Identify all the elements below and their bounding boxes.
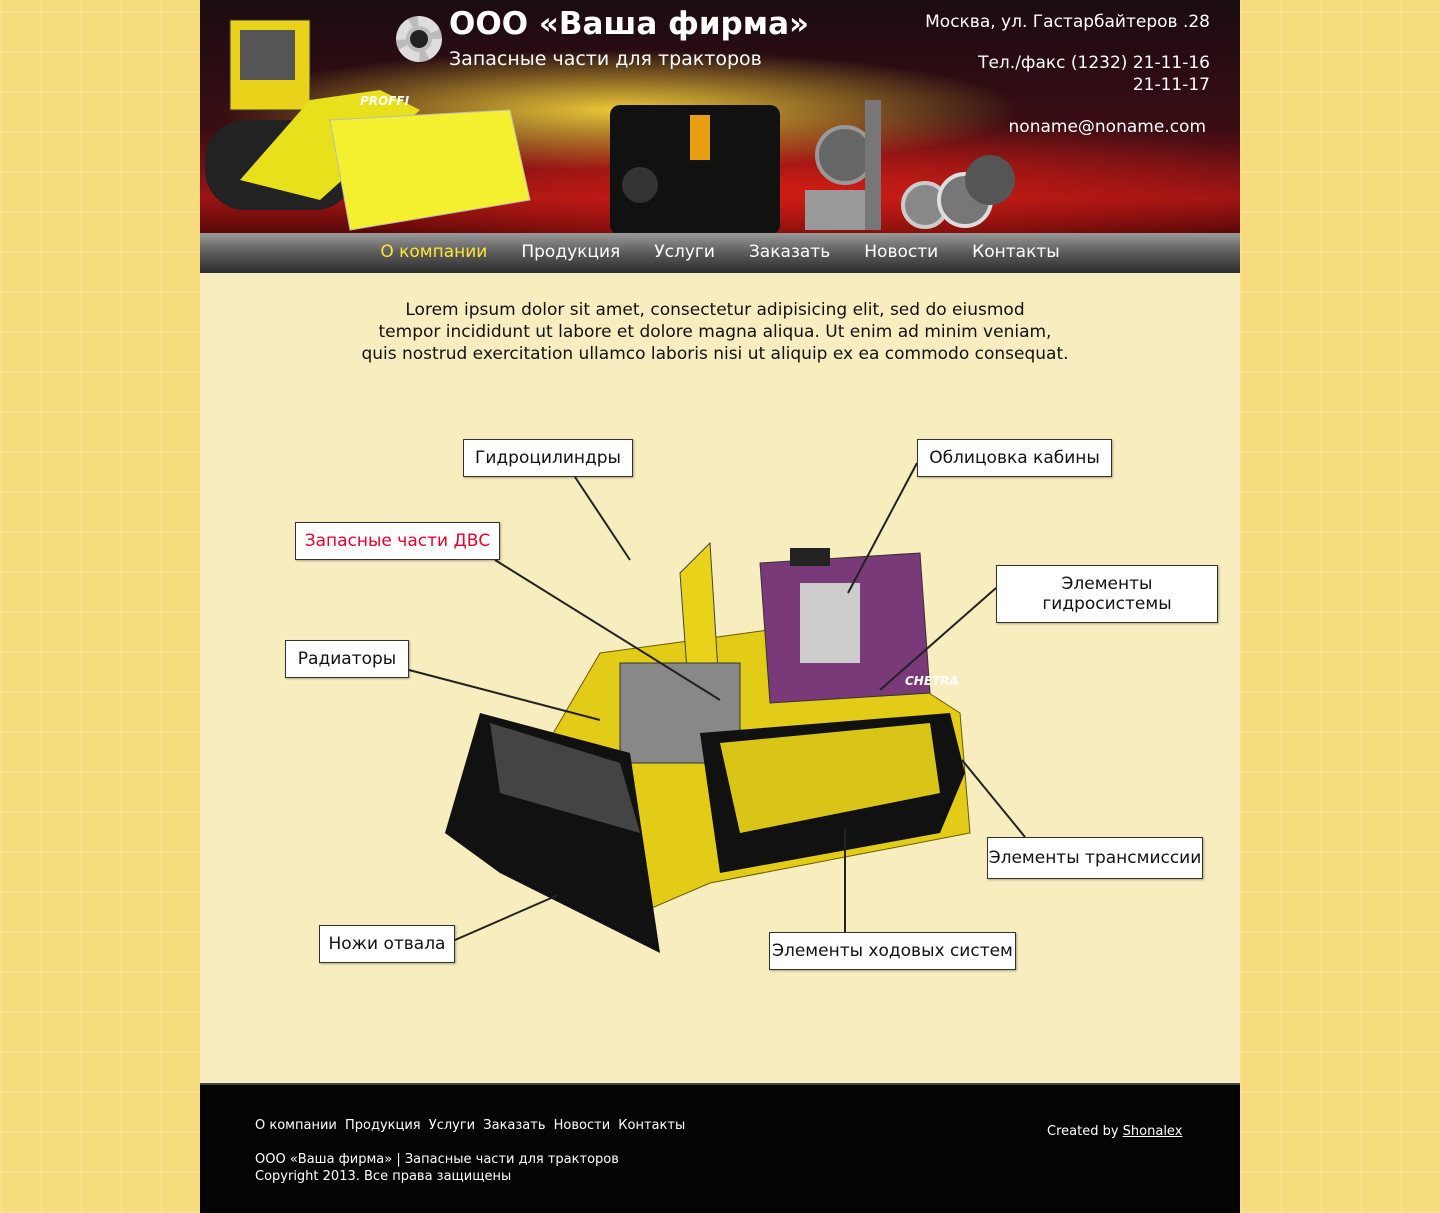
header-engine-image: [600, 75, 800, 233]
credits: [1047, 1124, 1182, 1139]
header: [200, 0, 1240, 233]
footer-nav-services[interactable]: Услуги: [428, 1118, 476, 1133]
footer-nav-order[interactable]: Заказать: [483, 1118, 546, 1133]
footer-nav-about[interactable]: О компании: [255, 1118, 337, 1133]
footer-nav-contacts[interactable]: Контакты: [618, 1118, 686, 1133]
intro-line: tempor incididunt ut labore et dolore magna aliqua. Ut enim ad minim veniam,: [378, 322, 1052, 342]
content: [200, 273, 1240, 1083]
footer-nav: [255, 1118, 689, 1133]
part-blade-knives[interactable]: Ножи отвала: [319, 925, 455, 963]
nav-about[interactable]: О компании: [380, 242, 488, 262]
proffi-badge: PROFFI: [360, 94, 410, 108]
callout-line: [575, 477, 630, 560]
nav-products[interactable]: Продукция: [521, 242, 621, 262]
part-cabin-panels[interactable]: Облицовка кабины: [917, 439, 1112, 477]
part-hydraulic-cylinders[interactable]: Гидроцилиндры: [463, 439, 633, 477]
nav-order[interactable]: Заказать: [748, 242, 831, 262]
part-hydraulic-system[interactable]: Элементы гидросистемы: [996, 565, 1218, 623]
part-radiators[interactable]: Радиаторы: [285, 640, 409, 678]
copyright: Copyright 2013. Все права защищены: [255, 1169, 512, 1184]
phone: Тел./факс (1232) 21-11-16: [978, 53, 1210, 73]
callout-line: [409, 670, 600, 720]
main-nav: [200, 233, 1240, 273]
intro-line: quis nostrud exercitation ullamco laboris nisi ut aliquip ex ea commodo consequat.: [361, 344, 1069, 364]
part-engine-spares[interactable]: Запасные части ДВС: [295, 522, 500, 560]
footer-nav-news[interactable]: Новости: [553, 1118, 611, 1133]
footer: [200, 1083, 1240, 1213]
intro-line: Lorem ipsum dolor sit amet, consectetur adipisicing elit, sed do eiusmod: [405, 300, 1025, 320]
site-subtitle: Запасные части для тракторов: [449, 48, 762, 70]
nav-news[interactable]: Новости: [864, 242, 939, 262]
footer-nav-products[interactable]: Продукция: [344, 1118, 421, 1133]
credits-label: Created by: [1047, 1124, 1119, 1139]
site-title: ООО «Ваша фирма»: [449, 6, 810, 42]
part-undercarriage[interactable]: Элементы ходовых систем: [769, 932, 1016, 970]
nav-contacts[interactable]: Контакты: [972, 242, 1060, 262]
address: Москва, ул. Гастарбайтеров .28: [925, 12, 1210, 32]
callout-line: [455, 895, 558, 940]
tractor-image: [445, 543, 970, 953]
author-link[interactable]: Shonalex: [1122, 1124, 1183, 1139]
gear-logo-icon: [396, 16, 442, 62]
nav-services[interactable]: Услуги: [654, 242, 715, 262]
phone-2: 21-11-17: [1132, 75, 1210, 95]
header-gears-image: [795, 95, 1025, 233]
part-transmission[interactable]: Элементы трансмиссии: [987, 837, 1203, 879]
email: noname@noname.com: [1008, 117, 1206, 137]
callout-line: [962, 760, 1025, 837]
chetra-badge: CHETRA: [905, 674, 959, 688]
footer-company: ООО «Ваша фирма» | Запасные части для тракторов: [255, 1152, 619, 1167]
